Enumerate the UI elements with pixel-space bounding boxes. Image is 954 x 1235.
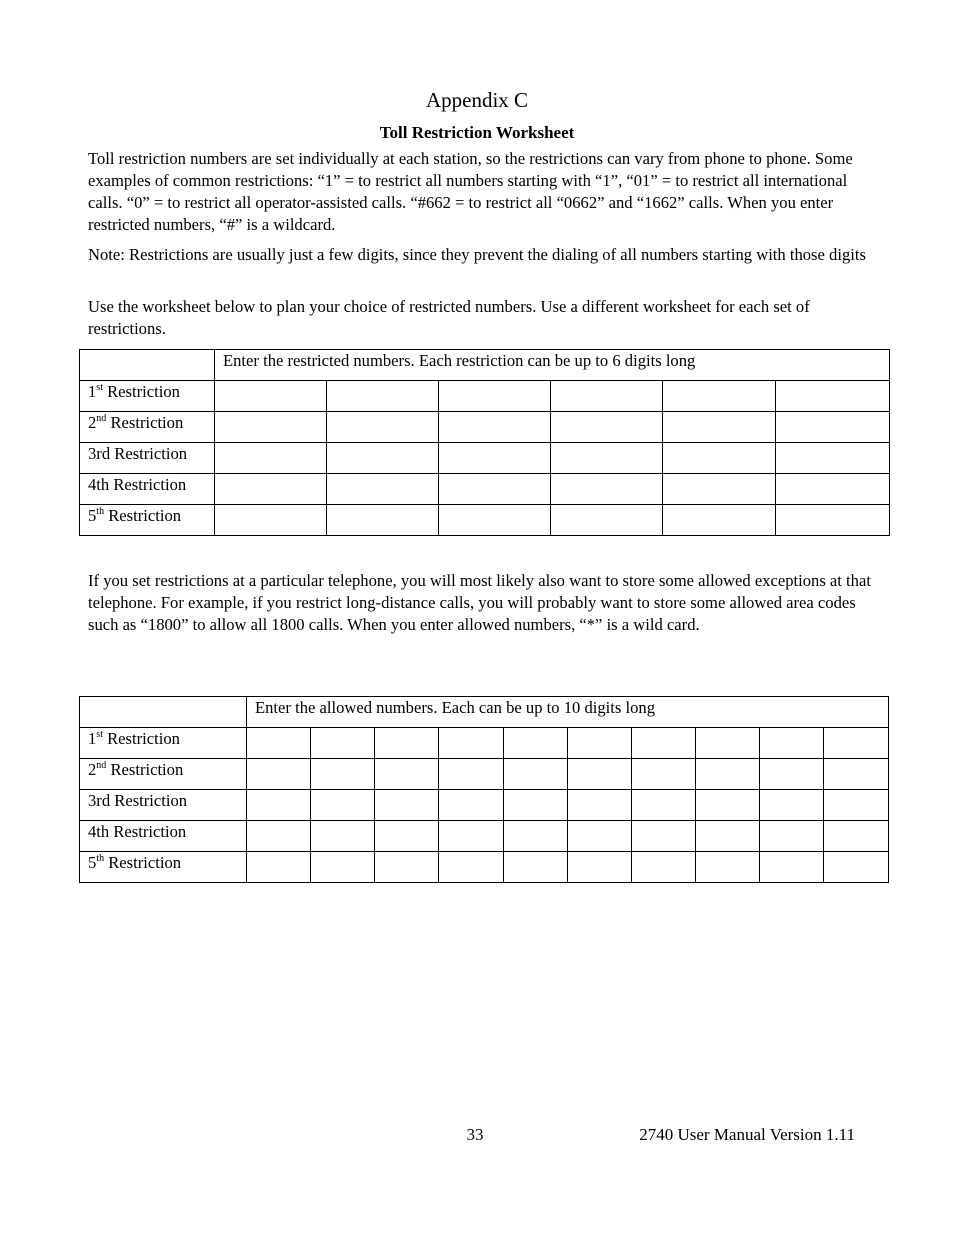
instruction-paragraph: Use the worksheet below to plan your choice of restricted numbers. Use a different worksheet for each set of restrictions. bbox=[88, 297, 810, 338]
digit-cell[interactable] bbox=[632, 852, 696, 883]
digit-cell[interactable] bbox=[327, 381, 439, 412]
digit-cell[interactable] bbox=[439, 412, 551, 443]
table-row bbox=[80, 381, 890, 412]
digit-cell[interactable] bbox=[824, 821, 889, 852]
digit-cell[interactable] bbox=[696, 821, 760, 852]
digit-cell[interactable] bbox=[439, 821, 504, 852]
digit-cell[interactable] bbox=[760, 821, 824, 852]
worksheet-title: Toll Restriction Worksheet bbox=[379, 123, 575, 142]
digit-cell[interactable] bbox=[632, 728, 696, 759]
digit-cell[interactable] bbox=[760, 790, 824, 821]
table-row bbox=[80, 759, 889, 790]
row-label: 5th Restriction bbox=[80, 505, 215, 536]
digit-cell[interactable] bbox=[663, 505, 776, 536]
header-blank-cell bbox=[80, 697, 247, 728]
digit-cell[interactable] bbox=[632, 821, 696, 852]
digit-cell[interactable] bbox=[568, 821, 632, 852]
row-label: 1st Restriction bbox=[80, 381, 215, 412]
digit-cell[interactable] bbox=[215, 443, 327, 474]
digit-cell[interactable] bbox=[551, 412, 663, 443]
digit-cell[interactable] bbox=[696, 728, 760, 759]
digit-cell[interactable] bbox=[663, 381, 776, 412]
digit-cell[interactable] bbox=[375, 759, 439, 790]
digit-cell[interactable] bbox=[504, 759, 568, 790]
restricted-numbers-table bbox=[79, 349, 890, 536]
digit-cell[interactable] bbox=[215, 474, 327, 505]
digit-cell[interactable] bbox=[568, 852, 632, 883]
digit-cell[interactable] bbox=[327, 474, 439, 505]
note-paragraph: Note: Restrictions are usually just a few digits, since they prevent the dialing of all numbers starting with those digits bbox=[88, 245, 866, 264]
row-label: 2nd Restriction bbox=[80, 412, 215, 443]
digit-cell[interactable] bbox=[776, 381, 890, 412]
digit-cell[interactable] bbox=[776, 505, 890, 536]
digit-cell[interactable] bbox=[568, 728, 632, 759]
digit-cell[interactable] bbox=[663, 443, 776, 474]
digit-cell[interactable] bbox=[824, 759, 889, 790]
table-row bbox=[80, 852, 889, 883]
digit-cell[interactable] bbox=[760, 728, 824, 759]
digit-cell[interactable] bbox=[311, 821, 375, 852]
table-row bbox=[80, 505, 890, 536]
digit-cell[interactable] bbox=[776, 474, 890, 505]
restricted-header: Enter the restricted numbers. Each restriction can be up to 6 digits long bbox=[215, 350, 890, 381]
digit-cell[interactable] bbox=[776, 443, 890, 474]
digit-cell[interactable] bbox=[247, 728, 311, 759]
table-header-row bbox=[80, 350, 890, 381]
digit-cell[interactable] bbox=[439, 474, 551, 505]
digit-cell[interactable] bbox=[439, 759, 504, 790]
allowed-rows bbox=[80, 728, 889, 883]
row-label: 4th Restriction bbox=[80, 821, 247, 852]
digit-cell[interactable] bbox=[311, 759, 375, 790]
row-label: 4th Restriction bbox=[80, 474, 215, 505]
digit-cell[interactable] bbox=[375, 852, 439, 883]
digit-cell[interactable] bbox=[568, 759, 632, 790]
digit-cell[interactable] bbox=[375, 728, 439, 759]
digit-cell[interactable] bbox=[215, 505, 327, 536]
digit-cell[interactable] bbox=[632, 790, 696, 821]
digit-cell[interactable] bbox=[776, 412, 890, 443]
digit-cell[interactable] bbox=[215, 412, 327, 443]
table-header-row bbox=[80, 697, 889, 728]
digit-cell[interactable] bbox=[327, 412, 439, 443]
table-row bbox=[80, 412, 890, 443]
table-row bbox=[80, 790, 889, 821]
digit-cell[interactable] bbox=[663, 412, 776, 443]
row-label: 5th Restriction bbox=[80, 852, 247, 883]
row-label: 3rd Restriction bbox=[80, 790, 247, 821]
digit-cell[interactable] bbox=[696, 759, 760, 790]
digit-cell[interactable] bbox=[247, 759, 311, 790]
digit-cell[interactable] bbox=[439, 728, 504, 759]
allowed-numbers-table bbox=[79, 696, 889, 883]
digit-cell[interactable] bbox=[551, 474, 663, 505]
digit-cell[interactable] bbox=[327, 443, 439, 474]
digit-cell[interactable] bbox=[551, 443, 663, 474]
digit-cell[interactable] bbox=[632, 759, 696, 790]
page-number: 33 bbox=[466, 1125, 484, 1144]
digit-cell[interactable] bbox=[439, 790, 504, 821]
digit-cell[interactable] bbox=[215, 381, 327, 412]
digit-cell[interactable] bbox=[696, 852, 760, 883]
appendix-title: Appendix C bbox=[425, 88, 529, 112]
manual-version: 2740 User Manual Version 1.11 bbox=[639, 1125, 855, 1144]
exceptions-paragraph: If you set restrictions at a particular telephone, you will most likely also want to store some allowed exceptions at that telephone. For example, if you restrict long-distance calls, you will probably want to store some allowed area codes such as “1800” to allow all 1800 calls. When you enter allowed numbers, “*” is a wild card. bbox=[88, 571, 871, 634]
allowed-header: Enter the allowed numbers. Each can be up to 10 digits long bbox=[247, 697, 889, 728]
table-row bbox=[80, 474, 890, 505]
digit-cell[interactable] bbox=[504, 821, 568, 852]
digit-cell[interactable] bbox=[760, 852, 824, 883]
digit-cell[interactable] bbox=[375, 790, 439, 821]
intro-paragraph: Toll restriction numbers are set individually at each station, so the restrictions can vary from phone to phone. Some examples of common restrictions: “1” = to restrict all numbers starting with “1”, “01” = to restrict all international calls. “0” = to restrict all operator-assisted calls. “#662 = to restrict all “0662” and “1662” calls. When you enter restricted numbers, “#” is a wildcard. bbox=[88, 149, 853, 234]
table-row bbox=[80, 728, 889, 759]
digit-cell[interactable] bbox=[247, 852, 311, 883]
digit-cell[interactable] bbox=[439, 381, 551, 412]
digit-cell[interactable] bbox=[504, 728, 568, 759]
digit-cell[interactable] bbox=[663, 474, 776, 505]
digit-cell[interactable] bbox=[375, 821, 439, 852]
digit-cell[interactable] bbox=[696, 790, 760, 821]
digit-cell[interactable] bbox=[247, 790, 311, 821]
digit-cell[interactable] bbox=[327, 505, 439, 536]
digit-cell[interactable] bbox=[311, 728, 375, 759]
digit-cell[interactable] bbox=[568, 790, 632, 821]
digit-cell[interactable] bbox=[551, 381, 663, 412]
table-row bbox=[80, 821, 889, 852]
digit-cell[interactable] bbox=[824, 790, 889, 821]
digit-cell[interactable] bbox=[824, 852, 889, 883]
row-label: 1st Restriction bbox=[80, 728, 247, 759]
row-label: 2nd Restriction bbox=[80, 759, 247, 790]
digit-cell[interactable] bbox=[311, 852, 375, 883]
digit-cell[interactable] bbox=[504, 852, 568, 883]
digit-cell[interactable] bbox=[439, 505, 551, 536]
digit-cell[interactable] bbox=[504, 790, 568, 821]
digit-cell[interactable] bbox=[311, 790, 375, 821]
restricted-rows bbox=[80, 381, 890, 536]
digit-cell[interactable] bbox=[760, 759, 824, 790]
table-row bbox=[80, 443, 890, 474]
row-label: 3rd Restriction bbox=[80, 443, 215, 474]
digit-cell[interactable] bbox=[824, 728, 889, 759]
digit-cell[interactable] bbox=[247, 821, 311, 852]
digit-cell[interactable] bbox=[439, 852, 504, 883]
digit-cell[interactable] bbox=[551, 505, 663, 536]
digit-cell[interactable] bbox=[439, 443, 551, 474]
header-blank-cell bbox=[80, 350, 215, 381]
